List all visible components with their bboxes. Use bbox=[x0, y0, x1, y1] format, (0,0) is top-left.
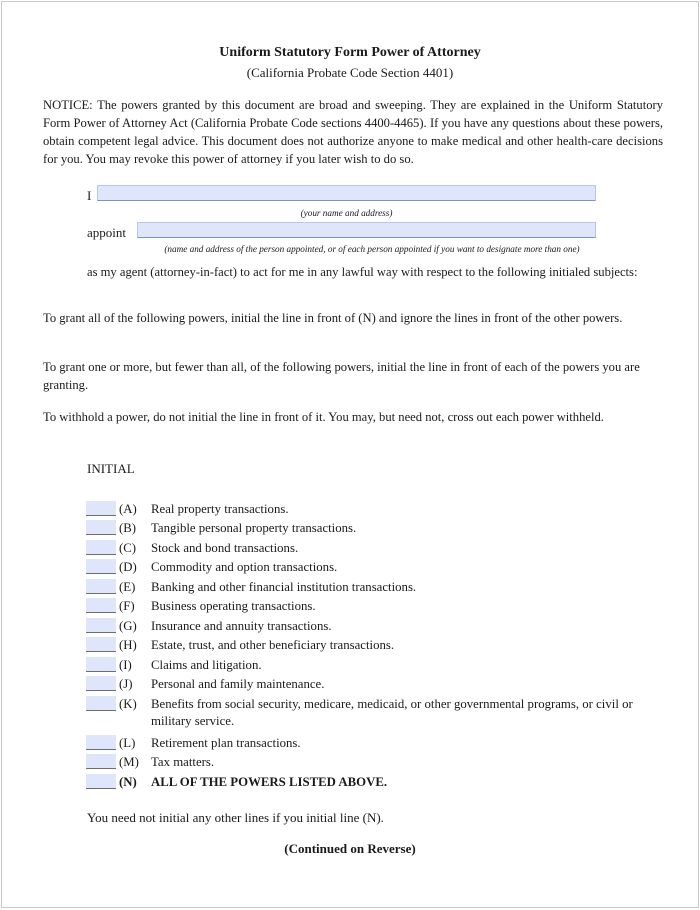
power-letter: (M) bbox=[119, 755, 139, 769]
power-letter: (I) bbox=[119, 658, 132, 672]
power-row-f bbox=[86, 598, 646, 615]
initial-box-m[interactable] bbox=[86, 754, 116, 769]
initial-box-b[interactable] bbox=[86, 520, 116, 535]
initial-box-a[interactable] bbox=[86, 501, 116, 516]
initial-box-d[interactable] bbox=[86, 559, 116, 574]
document-page bbox=[1, 1, 699, 908]
agent-field-caption: (name and address of the person appointed, or of each person appointed if you want to designate more than one) bbox=[164, 244, 580, 254]
document-title: Uniform Statutory Form Power of Attorney bbox=[219, 45, 481, 60]
principal-name-address-field[interactable] bbox=[97, 185, 596, 201]
power-text: Estate, trust, and other beneficiary transactions. bbox=[151, 638, 395, 652]
appoint-label: appoint bbox=[87, 225, 126, 240]
power-text: Benefits from social security, medicare, medicaid, or other governmental programs, or civil or military service. bbox=[151, 697, 633, 728]
power-row-i bbox=[86, 657, 646, 674]
power-row-d bbox=[86, 559, 646, 576]
initial-box-c[interactable] bbox=[86, 540, 116, 555]
initial-box-e[interactable] bbox=[86, 579, 116, 594]
power-text: Claims and litigation. bbox=[151, 658, 262, 672]
power-row-a bbox=[86, 501, 646, 518]
instruction-grant-all: To grant all of the following powers, initial the line in front of (N) and ignore the lines in front of the other powers. bbox=[43, 311, 623, 325]
power-letter: (L) bbox=[119, 736, 136, 750]
power-row-k bbox=[86, 696, 646, 730]
agent-name-address-field[interactable] bbox=[137, 222, 596, 238]
power-text: Tax matters. bbox=[151, 755, 215, 769]
principal-field-caption: (your name and address) bbox=[300, 208, 393, 218]
document-subtitle: (California Probate Code Section 4401) bbox=[246, 65, 454, 80]
power-letter: (K) bbox=[119, 697, 137, 711]
power-letter: (B) bbox=[119, 521, 137, 535]
power-letter: (A) bbox=[119, 502, 137, 516]
power-text: Insurance and annuity transactions. bbox=[151, 619, 332, 633]
power-text: Tangible personal property transactions. bbox=[151, 521, 357, 535]
initial-box-f[interactable] bbox=[86, 598, 116, 613]
initial-heading: INITIAL bbox=[87, 461, 135, 476]
initial-box-n[interactable] bbox=[86, 774, 116, 789]
agent-statement: as my agent (attorney-in-fact) to act for me in any lawful way with respect to the following initialed subjects: bbox=[87, 265, 638, 279]
initial-box-h[interactable] bbox=[86, 637, 116, 652]
initial-box-g[interactable] bbox=[86, 618, 116, 633]
power-letter: (H) bbox=[119, 638, 137, 652]
power-letter: (F) bbox=[119, 599, 135, 613]
power-text: Retirement plan transactions. bbox=[151, 736, 301, 750]
power-text: Stock and bond transactions. bbox=[151, 541, 299, 555]
power-text: Banking and other financial institution transactions. bbox=[151, 580, 417, 594]
power-text: Commodity and option transactions. bbox=[151, 560, 338, 574]
footer-note: You need not initial any other lines if you initial line (N). bbox=[87, 810, 384, 825]
initial-box-k[interactable] bbox=[86, 696, 116, 711]
power-row-b bbox=[86, 520, 646, 537]
power-letter: (J) bbox=[119, 677, 133, 691]
power-text: Personal and family maintenance. bbox=[151, 677, 325, 691]
initial-box-j[interactable] bbox=[86, 676, 116, 691]
power-row-n bbox=[86, 774, 646, 791]
power-row-m bbox=[86, 754, 646, 771]
i-label: I bbox=[87, 188, 92, 203]
power-row-g bbox=[86, 618, 646, 635]
continued-on-reverse: (Continued on Reverse) bbox=[284, 841, 416, 856]
initial-box-i[interactable] bbox=[86, 657, 116, 672]
power-letter: (G) bbox=[119, 619, 137, 633]
power-letter: (N) bbox=[119, 775, 137, 789]
instruction-grant-some: To grant one or more, but fewer than all, of the following powers, initial the line in front of each of the powers you are granting. bbox=[43, 360, 640, 392]
initial-box-l[interactable] bbox=[86, 735, 116, 750]
power-letter: (E) bbox=[119, 580, 136, 594]
power-text: Real property transactions. bbox=[151, 502, 289, 516]
power-row-e bbox=[86, 579, 646, 596]
instruction-withhold: To withhold a power, do not initial the line in front of it. You may, but need not, cross out each power withheld. bbox=[43, 410, 604, 424]
power-text: Business operating transactions. bbox=[151, 599, 316, 613]
power-row-h bbox=[86, 637, 646, 654]
power-row-c bbox=[86, 540, 646, 557]
power-letter: (C) bbox=[119, 541, 137, 555]
power-row-l bbox=[86, 735, 646, 752]
power-letter: (D) bbox=[119, 560, 137, 574]
power-row-j bbox=[86, 676, 646, 693]
notice-paragraph: NOTICE: The powers granted by this document are broad and sweeping. They are explained in the Uniform Statutory Form Power of Attorney Act (California Probate Code sections 4400-4465). If you have any questions about these powers, obtain competent legal advice. This document does not authorize anyone to make medical and other health-care decisions for you. You may revoke this power of attorney if you later wish to do so. bbox=[43, 98, 663, 166]
power-text: ALL OF THE POWERS LISTED ABOVE. bbox=[151, 775, 388, 789]
